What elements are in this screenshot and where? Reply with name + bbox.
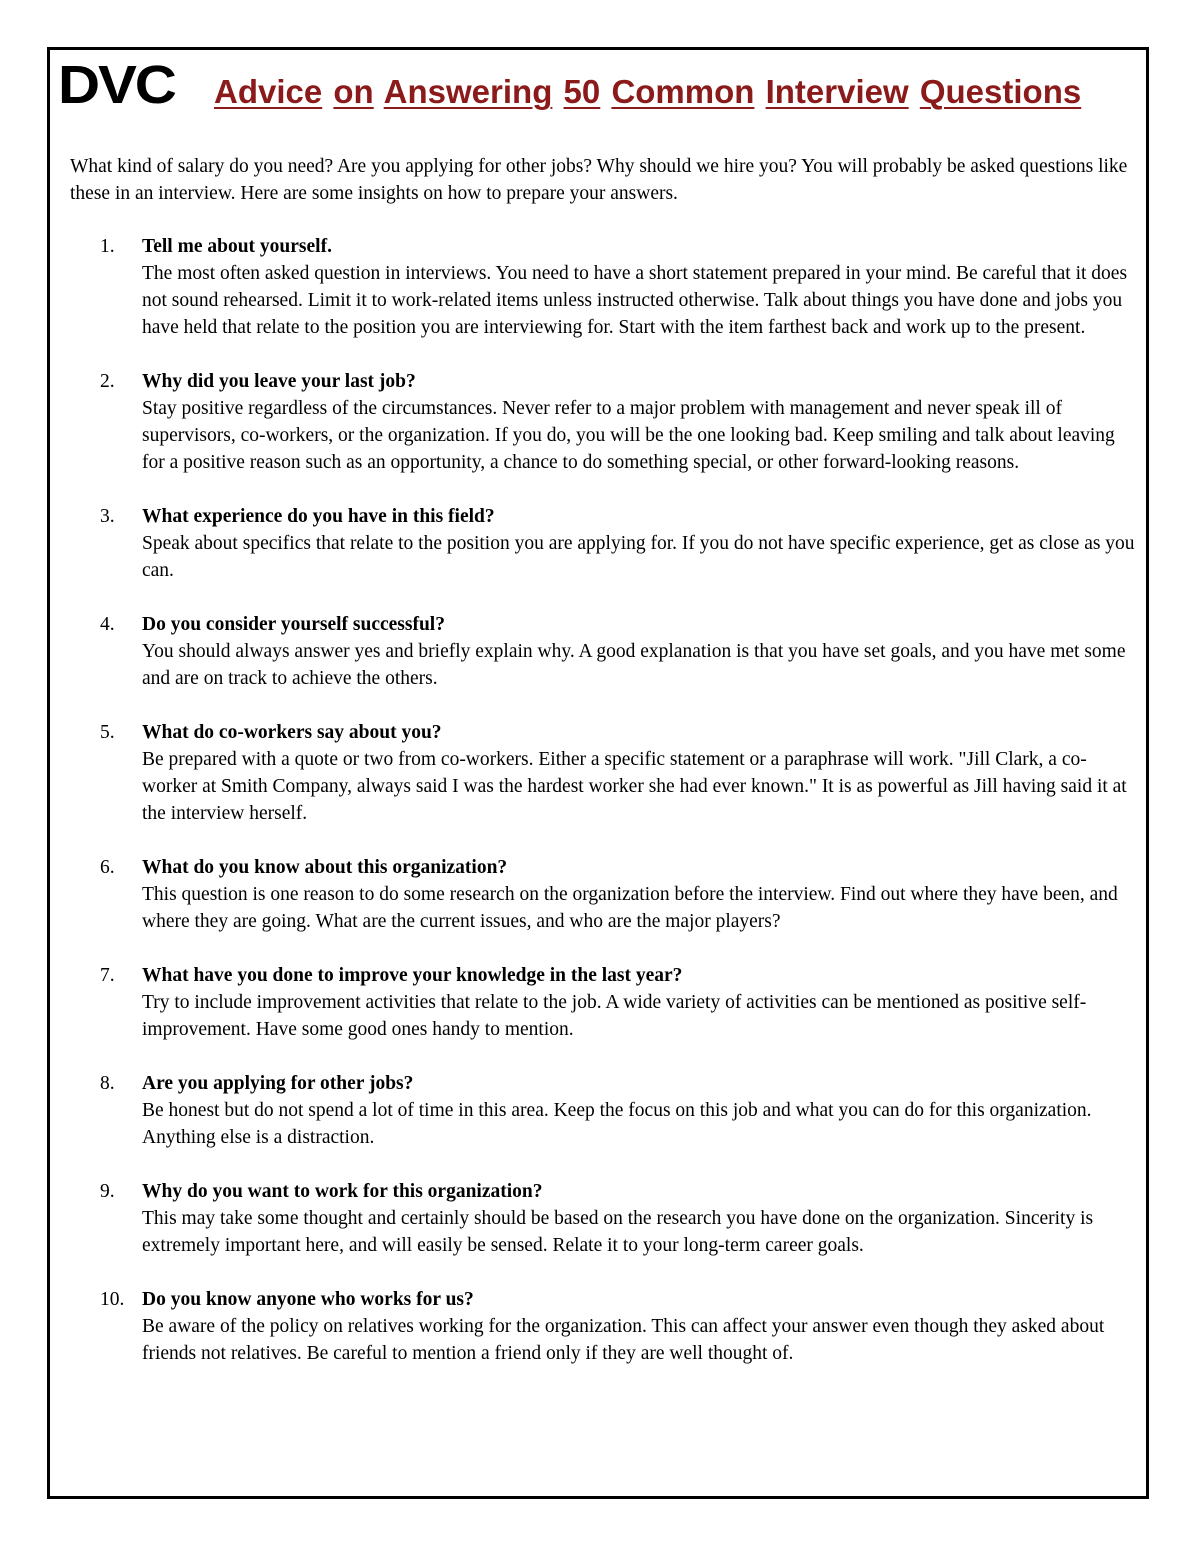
question-number: 4. bbox=[100, 614, 115, 635]
page-title bbox=[214, 72, 1081, 112]
title-word: 50 bbox=[563, 73, 601, 110]
question-title: What do co-workers say about you? bbox=[142, 722, 442, 743]
question-number: 9. bbox=[100, 1181, 115, 1202]
question-answer: You should always answer yes and briefly explain why. A good explanation is that you have set goals, and you have met some and are on track to achieve the others. bbox=[142, 641, 1126, 689]
question-item bbox=[100, 962, 1140, 1043]
question-item bbox=[100, 503, 1140, 584]
title-word: on bbox=[333, 73, 374, 110]
question-title: What have you done to improve your knowledge in the last year? bbox=[142, 965, 683, 986]
question-item bbox=[100, 719, 1140, 827]
dvc-logo: DVC bbox=[58, 55, 175, 115]
title-word: Questions bbox=[919, 73, 1082, 110]
question-title: Why do you want to work for this organization? bbox=[142, 1181, 543, 1202]
question-title: Why did you leave your last job? bbox=[142, 371, 416, 392]
question-item bbox=[100, 1286, 1140, 1367]
question-title: Do you know anyone who works for us? bbox=[142, 1289, 474, 1310]
question-item bbox=[100, 1070, 1140, 1151]
question-title: Are you applying for other jobs? bbox=[142, 1073, 414, 1094]
question-title: What do you know about this organization? bbox=[142, 857, 508, 878]
title-word: Answering bbox=[383, 73, 553, 110]
question-answer: Stay positive regardless of the circumstances. Never refer to a major problem with management and never speak ill of supervisors, co-workers, or the organization. If you do, you will be the one looking bad. Keep smiling and talk about leaving for a positive reason such as an opportunity, a chance to do something special, or other forward-looking reasons. bbox=[142, 398, 1115, 473]
question-item bbox=[100, 854, 1140, 935]
question-answer: The most often asked question in interviews. You need to have a short statement prepared in your mind. Be careful that it does not sound rehearsed. Limit it to work-related items unless instructed otherwise. Talk about things you have done and jobs you have held that relate to the position you are interviewing for. Start with the item farthest back and work up to the present. bbox=[142, 263, 1128, 338]
title-word: Interview bbox=[765, 73, 909, 110]
question-item bbox=[100, 1178, 1140, 1259]
question-answer: Speak about specifics that relate to the position you are applying for. If you do not have specific experience, get as close as you can. bbox=[142, 533, 1135, 581]
question-list bbox=[100, 233, 1140, 1394]
question-number: 1. bbox=[100, 236, 115, 257]
title-word: Common bbox=[611, 73, 755, 110]
question-answer: This question is one reason to do some research on the organization before the interview. Find out where they have been, and where they are going. What are the current issues, and who are the major players? bbox=[142, 884, 1118, 932]
question-number: 6. bbox=[100, 857, 115, 878]
title-word: Advice bbox=[214, 73, 323, 110]
document-header bbox=[58, 55, 1138, 118]
question-item bbox=[100, 233, 1140, 341]
question-answer: This may take some thought and certainly should be based on the research you have done on the organization. Sincerity is extremely important here, and will easily be sensed. Relate it to your long-term career goals. bbox=[142, 1208, 1094, 1256]
question-item bbox=[100, 611, 1140, 692]
question-number: 3. bbox=[100, 506, 115, 527]
question-item bbox=[100, 368, 1140, 476]
question-title: Do you consider yourself successful? bbox=[142, 614, 445, 635]
question-answer: Be prepared with a quote or two from co-workers. Either a specific statement or a paraphrase will work. "Jill Clark, a co-worker at Smith Company, always said I was the hardest worker she had ever known." It is as powerful as Jill having said it at the interview herself. bbox=[142, 749, 1127, 824]
question-answer: Be honest but do not spend a lot of time in this area. Keep the focus on this job and what you can do for this organization. Anything else is a distraction. bbox=[142, 1100, 1092, 1148]
question-number: 10. bbox=[100, 1289, 125, 1310]
question-title: What experience do you have in this field? bbox=[142, 506, 495, 527]
question-number: 8. bbox=[100, 1073, 115, 1094]
question-answer: Try to include improvement activities that relate to the job. A wide variety of activities can be mentioned as positive self-improvement. Have some good ones handy to mention. bbox=[142, 992, 1087, 1040]
intro-paragraph: What kind of salary do you need? Are you applying for other jobs? Why should we hire you? You will probably be asked questions like these in an interview. Here are some insights on how to prepare your answers. bbox=[70, 156, 1128, 204]
question-number: 5. bbox=[100, 722, 115, 743]
question-number: 2. bbox=[100, 371, 115, 392]
question-answer: Be aware of the policy on relatives working for the organization. This can affect your answer even though they asked about friends not relatives. Be careful to mention a friend only if they are well thought of. bbox=[142, 1316, 1105, 1364]
question-title: Tell me about yourself. bbox=[142, 236, 332, 257]
question-number: 7. bbox=[100, 965, 115, 986]
